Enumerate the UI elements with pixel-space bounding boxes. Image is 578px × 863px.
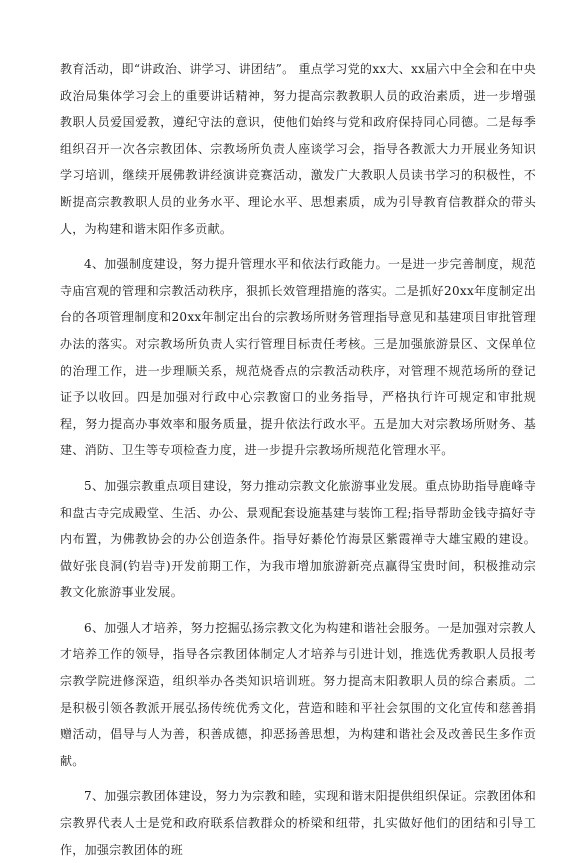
paragraph-institution-building: 4、加强制度建设，努力提升管理水平和依法行政能力。一是进一步完善制度，规范寺庙宫观的管理和宗教活动秩序，狠抓长效管理措施的落实。二是抓好20xx年度制定出台的各项管理制度和20xx年制定出台的宗教场所财务管理指导意见和基建项目审批管理办法的落实。对宗教场所负责人实行管理目标责任考核。三是加强旅游景区、文保单位的治理工作，进一步理顺关系，规范烧香点的宗教活动秩序，对管理不规范场所的登记证予以收回。四是加强对行政中心宗教窗口的业务指导，严格执行许可规定和审批规程，努力提高办事效率和服务质量，提升依法行政水平。五是加大对宗教场所财务、基建、消防、卫生等专项检查力度，进一步提升宗教场所规范化管理水平。	[60, 257, 536, 458]
paragraph-religious-groups: 7、加强宗教团体建设，努力为宗教和睦，实现和谐末阳提供组织保证。宗教团体和宗教界代表人士是党和政府联系信教群众的桥梁和纽带，扎实做好他们的团结和引导工作，加强宗教团体的班	[60, 789, 536, 857]
paragraph-talent-training: 6、加强人才培养，努力挖掘弘扬宗教文化为构建和谐社会服务。一是加强对宗教人才培养工作的领导，指导各宗教团体制定人才培养与引进计划，推选优秀教职人员报考宗教学院进修深造，组织举办各类知识培训班。努力提高末阳教职人员的综合素质。二是积极引领各教派开展弘扬传统优秀文化，营造和睦和平社会氛围的文化宣传和慈善捐赠活动，倡导与人为善，积善成德，抑恶扬善思想，为构建和谐社会及改善民生多作贡献。	[60, 620, 536, 768]
paragraph-key-projects: 5、加强宗教重点项目建设，努力推动宗教文化旅游事业发展。重点协助指导鹿峰寺和盘古寺完成殿堂、生活、办公、景观配套设施基建与装饰工程;指导帮助金钱寺搞好寺内布置，为佛教协会的办公创造条件。指导好綦伦竹海景区紫霞禅寺大雄宝殿的建设。做好张良洞(钓岩寺)开发前期工作，为我市增加旅游新亮点赢得宝贵时间，积极推动宗教文化旅游事业发展。	[60, 478, 536, 600]
paragraph-education-activity: 教育活动，即“讲政治、讲学习、讲团结”。 重点学习党的xx大、xx届六中全会和在中央政治局集体学习会上的重要讲话精神，努力提高宗教教职人员的政治素质，进一步增强教职人员爱国爱教，遵纪守法的意识，使他们始终与党和政府保持同心同德。二是每季组织召开一次各宗教团体、宗教场所负责人座谈学习会，指导各教派大力开展业务知识学习培训，继续开展佛教讲经演讲竞赛活动，激发广大教职人员读书学习的积极性，不断提高宗教教职人员的业务水平、理论水平、思想素质，成为引导教育信教群众的带头人，为构建和谐末阳作多贡献。	[60, 62, 536, 236]
